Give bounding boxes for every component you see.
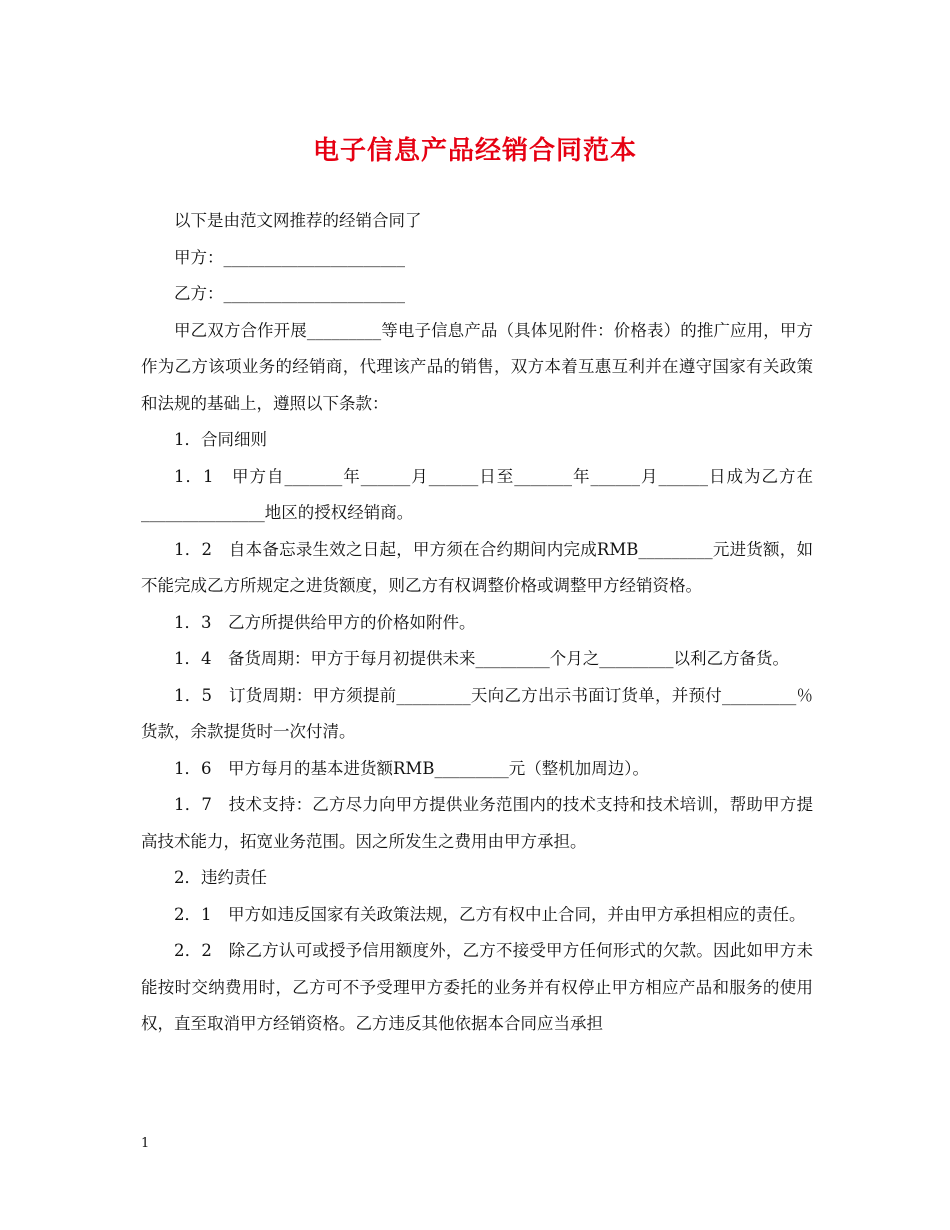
party-a-line: 甲方：______________________ <box>174 247 405 267</box>
party-b-line: 乙方：______________________ <box>174 284 405 303</box>
intro-paragraph: 以下是由范文网推荐的经销合同了 <box>174 211 422 230</box>
clause-1-2: 1．2 自本备忘录生效之日起，甲方须在合约期间内完成RMB_________元进货额，如不能完成乙方所规定之进货额度，则乙方有权调整价格或调整甲方经销资格。 <box>141 539 813 595</box>
document-body <box>141 203 813 1043</box>
document-title: 电子信息产品经销合同范本 <box>312 136 637 166</box>
section-heading-2: 2．违约责任 <box>174 868 267 887</box>
preamble-paragraph: 甲乙双方合作开展_________等电子信息产品（具体见附件：价格表）的推广应用，甲方作为乙方该项业务的经销商，代理该产品的销售，双方本着互惠互利并在遵守国家有关政策和法规的基础上，遵照以下条款： <box>141 320 813 413</box>
clause-2-2: 2．2 除乙方认可或授予信用额度外，乙方不接受甲方任何形式的欠款。因此如甲方未能按时交纳费用时，乙方可不予受理甲方委托的业务并有权停止甲方相应产品和服务的使用权，直至取消甲方经销资格。乙方违反其他依据本合同应当承担 <box>141 941 813 1033</box>
clause-1-1: 1．1 甲方自_______年______月______日至_______年______月______日成为乙方在_______________地区的授权经销商。 <box>141 466 813 522</box>
clause-1-5: 1．5 订货周期：甲方须提前_________天向乙方出示书面订货单，并预付_________％货款，余款提货时一次付清。 <box>141 685 813 741</box>
clause-1-7: 1．7 技术支持：乙方尽力向甲方提供业务范围内的技术支持和技术培训，帮助甲方提高技术能力，拓宽业务范围。因之所发生之费用由甲方承担。 <box>141 795 813 851</box>
clause-1-4: 1．4 备货周期：甲方于每月初提供未来_________个月之_________以利乙方备货。 <box>174 649 789 668</box>
section-heading-1: 1．合同细则 <box>174 430 267 449</box>
clause-2-1: 2．1 甲方如违反国家有关政策法规，乙方有权中止合同，并由甲方承担相应的责任。 <box>174 904 806 924</box>
clause-1-6: 1．6 甲方每月的基本进货额RMB_________元（整机加周边）。 <box>174 758 649 778</box>
clause-1-3: 1．3 乙方所提供给甲方的价格如附件。 <box>174 612 476 632</box>
page-number: 1 <box>141 1136 150 1151</box>
